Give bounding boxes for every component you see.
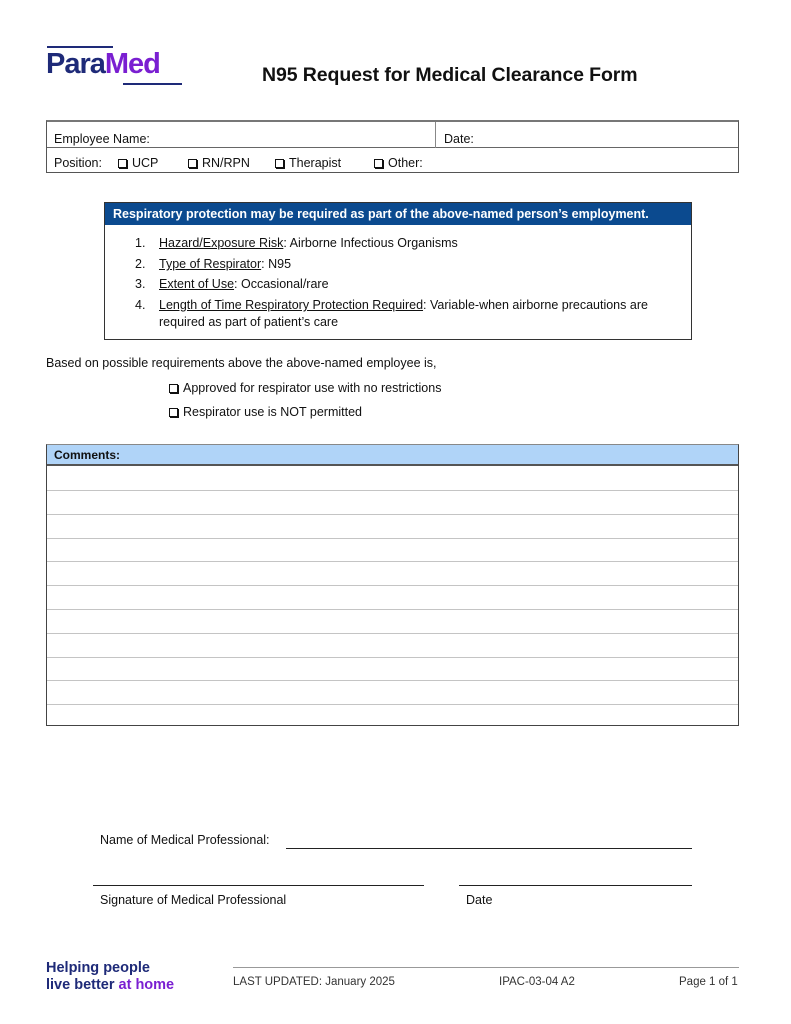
position-option-label: RN/RPN [202, 156, 250, 170]
comment-line[interactable] [47, 657, 738, 658]
comments-section [46, 444, 739, 726]
list-number: 4. [135, 298, 146, 312]
logo-bottom-bar [123, 83, 182, 85]
last-updated: LAST UPDATED: January 2025 [233, 976, 395, 988]
option-label: Respirator use is NOT permitted [183, 405, 362, 419]
date-label: Date: [444, 132, 474, 146]
position-option-other[interactable] [374, 156, 423, 170]
date-field[interactable] [479, 126, 729, 146]
medical-professional-name-label: Name of Medical Professional: [100, 833, 270, 847]
respiratory-header: Respiratory protection may be required as part of the above-named person’s employment. [105, 203, 691, 225]
signature-date-label: Date [466, 893, 493, 907]
page-title: N95 Request for Medical Clearance Form [262, 64, 638, 86]
position-option-label: UCP [132, 156, 159, 170]
list-number: 1. [135, 236, 146, 250]
comment-line[interactable] [47, 633, 738, 634]
option-label: Approved for respirator use with no restrictions [183, 381, 442, 395]
footer-tagline [46, 960, 174, 994]
logo-text-med: Med [104, 48, 160, 80]
option-not-permitted[interactable] [169, 405, 362, 419]
tagline-accent: at home [118, 977, 175, 993]
tagline-line-1: Helping people [46, 960, 150, 976]
signature-line[interactable] [93, 885, 424, 886]
logo-text-para: Para [46, 48, 105, 80]
position-label: Position: [54, 156, 102, 170]
page-number: Page 1 of 1 [679, 976, 738, 988]
checkbox-icon[interactable] [118, 159, 127, 168]
comment-line[interactable] [47, 585, 738, 586]
comment-line[interactable] [47, 514, 738, 515]
requirement-term: Extent of Use [159, 277, 235, 291]
comments-header: Comments: [47, 445, 738, 466]
comment-line[interactable] [47, 680, 738, 681]
tagline-line-2: live better [46, 977, 119, 993]
checkbox-icon[interactable] [188, 159, 197, 168]
column-divider [435, 122, 436, 148]
employee-info-table [46, 120, 739, 173]
medical-professional-name-line[interactable] [286, 848, 692, 849]
requirement-value: : Variable-when airborne precautions are required as part of patient’s care [159, 298, 648, 329]
requirement-term: Hazard/Exposure Risk [159, 236, 284, 250]
document-code: IPAC-03-04 A2 [499, 976, 575, 988]
position-option-ucp[interactable] [118, 156, 158, 170]
list-number: 2. [135, 257, 146, 271]
comment-line[interactable] [47, 609, 738, 610]
requirement-term: Length of Time Respiratory Protection Required [159, 298, 424, 312]
requirement-value: : Airborne Infectious Organisms [283, 236, 458, 250]
footer-rule [233, 967, 739, 968]
checkbox-icon[interactable] [169, 408, 178, 417]
signature-label: Signature of Medical Professional [100, 893, 287, 907]
list-number: 3. [135, 277, 146, 291]
checkbox-icon[interactable] [374, 159, 383, 168]
position-option-rn-rpn[interactable] [188, 156, 250, 170]
respiratory-protection-box [104, 202, 692, 340]
checkbox-icon[interactable] [275, 159, 284, 168]
employee-name-row [47, 122, 738, 148]
paramed-logo [46, 46, 181, 86]
comment-line[interactable] [47, 490, 738, 491]
requirement-term: Type of Respirator [159, 257, 262, 271]
comment-line[interactable] [47, 538, 738, 539]
position-option-label: Other: [388, 156, 423, 170]
option-approved[interactable] [169, 381, 441, 395]
requirement-value: : N95 [261, 257, 292, 271]
employee-name-field[interactable] [157, 126, 427, 146]
signature-date-line[interactable] [459, 885, 692, 886]
requirement-value: : Occasional/rare [234, 277, 329, 291]
position-row [47, 148, 738, 173]
comment-line[interactable] [47, 704, 738, 705]
clearance-intro: Based on possible requirements above the above-named employee is, [46, 356, 437, 370]
position-option-label: Therapist [289, 156, 342, 170]
employee-name-label: Employee Name: [54, 132, 150, 146]
position-option-therapist[interactable] [275, 156, 341, 170]
checkbox-icon[interactable] [169, 384, 178, 393]
comment-line[interactable] [47, 561, 738, 562]
